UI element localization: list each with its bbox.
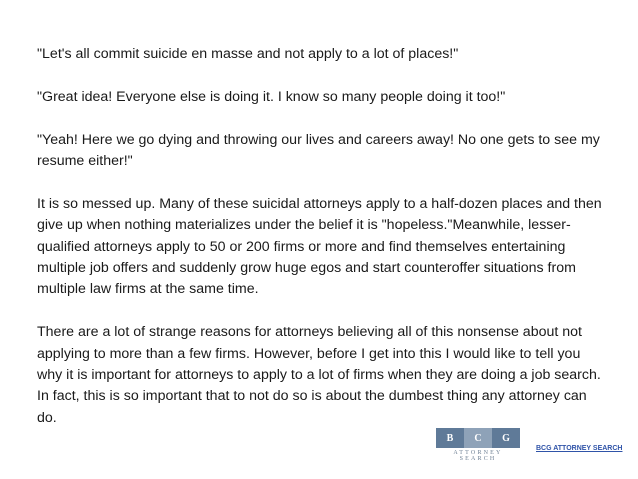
- paragraph-4: It is so messed up. Many of these suicidal attorneys apply to a half-dozen places and then give up when nothing materializes under the belief it is "hopeless."Meanwhile, lesser-qualified attorneys apply to 50 or 200 firms or more and find themselves entertaining multiple job offers and suddenly grow huge egos and start counteroffer situations from multiple law firms at the same time.: [37, 195, 602, 298]
- logo-letter-b: B: [436, 428, 464, 448]
- paragraph-2: "Great idea! Everyone else is doing it. I know so many people doing it too!": [37, 88, 506, 105]
- bcg-attorney-search-link[interactable]: BCG ATTORNEY SEARCH: [536, 445, 623, 452]
- paragraph-1: "Let's all commit suicide en masse and not apply to a lot of places!": [37, 46, 459, 62]
- paragraph-3: "Yeah! Here we go dying and throwing our lives and careers away! No one gets to see my resume either!": [37, 131, 600, 169]
- logo-subtitle: ATTORNEY SEARCH: [453, 450, 503, 462]
- logo-boxes: [436, 428, 520, 448]
- logo-letter-g: G: [492, 428, 520, 448]
- logo-letter-c: C: [464, 428, 492, 448]
- footer: [420, 428, 623, 464]
- article-body: [37, 44, 607, 429]
- paragraph-5: There are a lot of strange reasons for attorneys believing all of this nonsense about not applying to more than a few firms. However, before I get into this I would like to tell you why it is important for attorneys to apply to a lot of firms when they are doing a job search. In fact, this is so important that to not do so is about the dumbest thing any attorney can do.: [37, 324, 601, 426]
- bcg-logo: [420, 428, 520, 464]
